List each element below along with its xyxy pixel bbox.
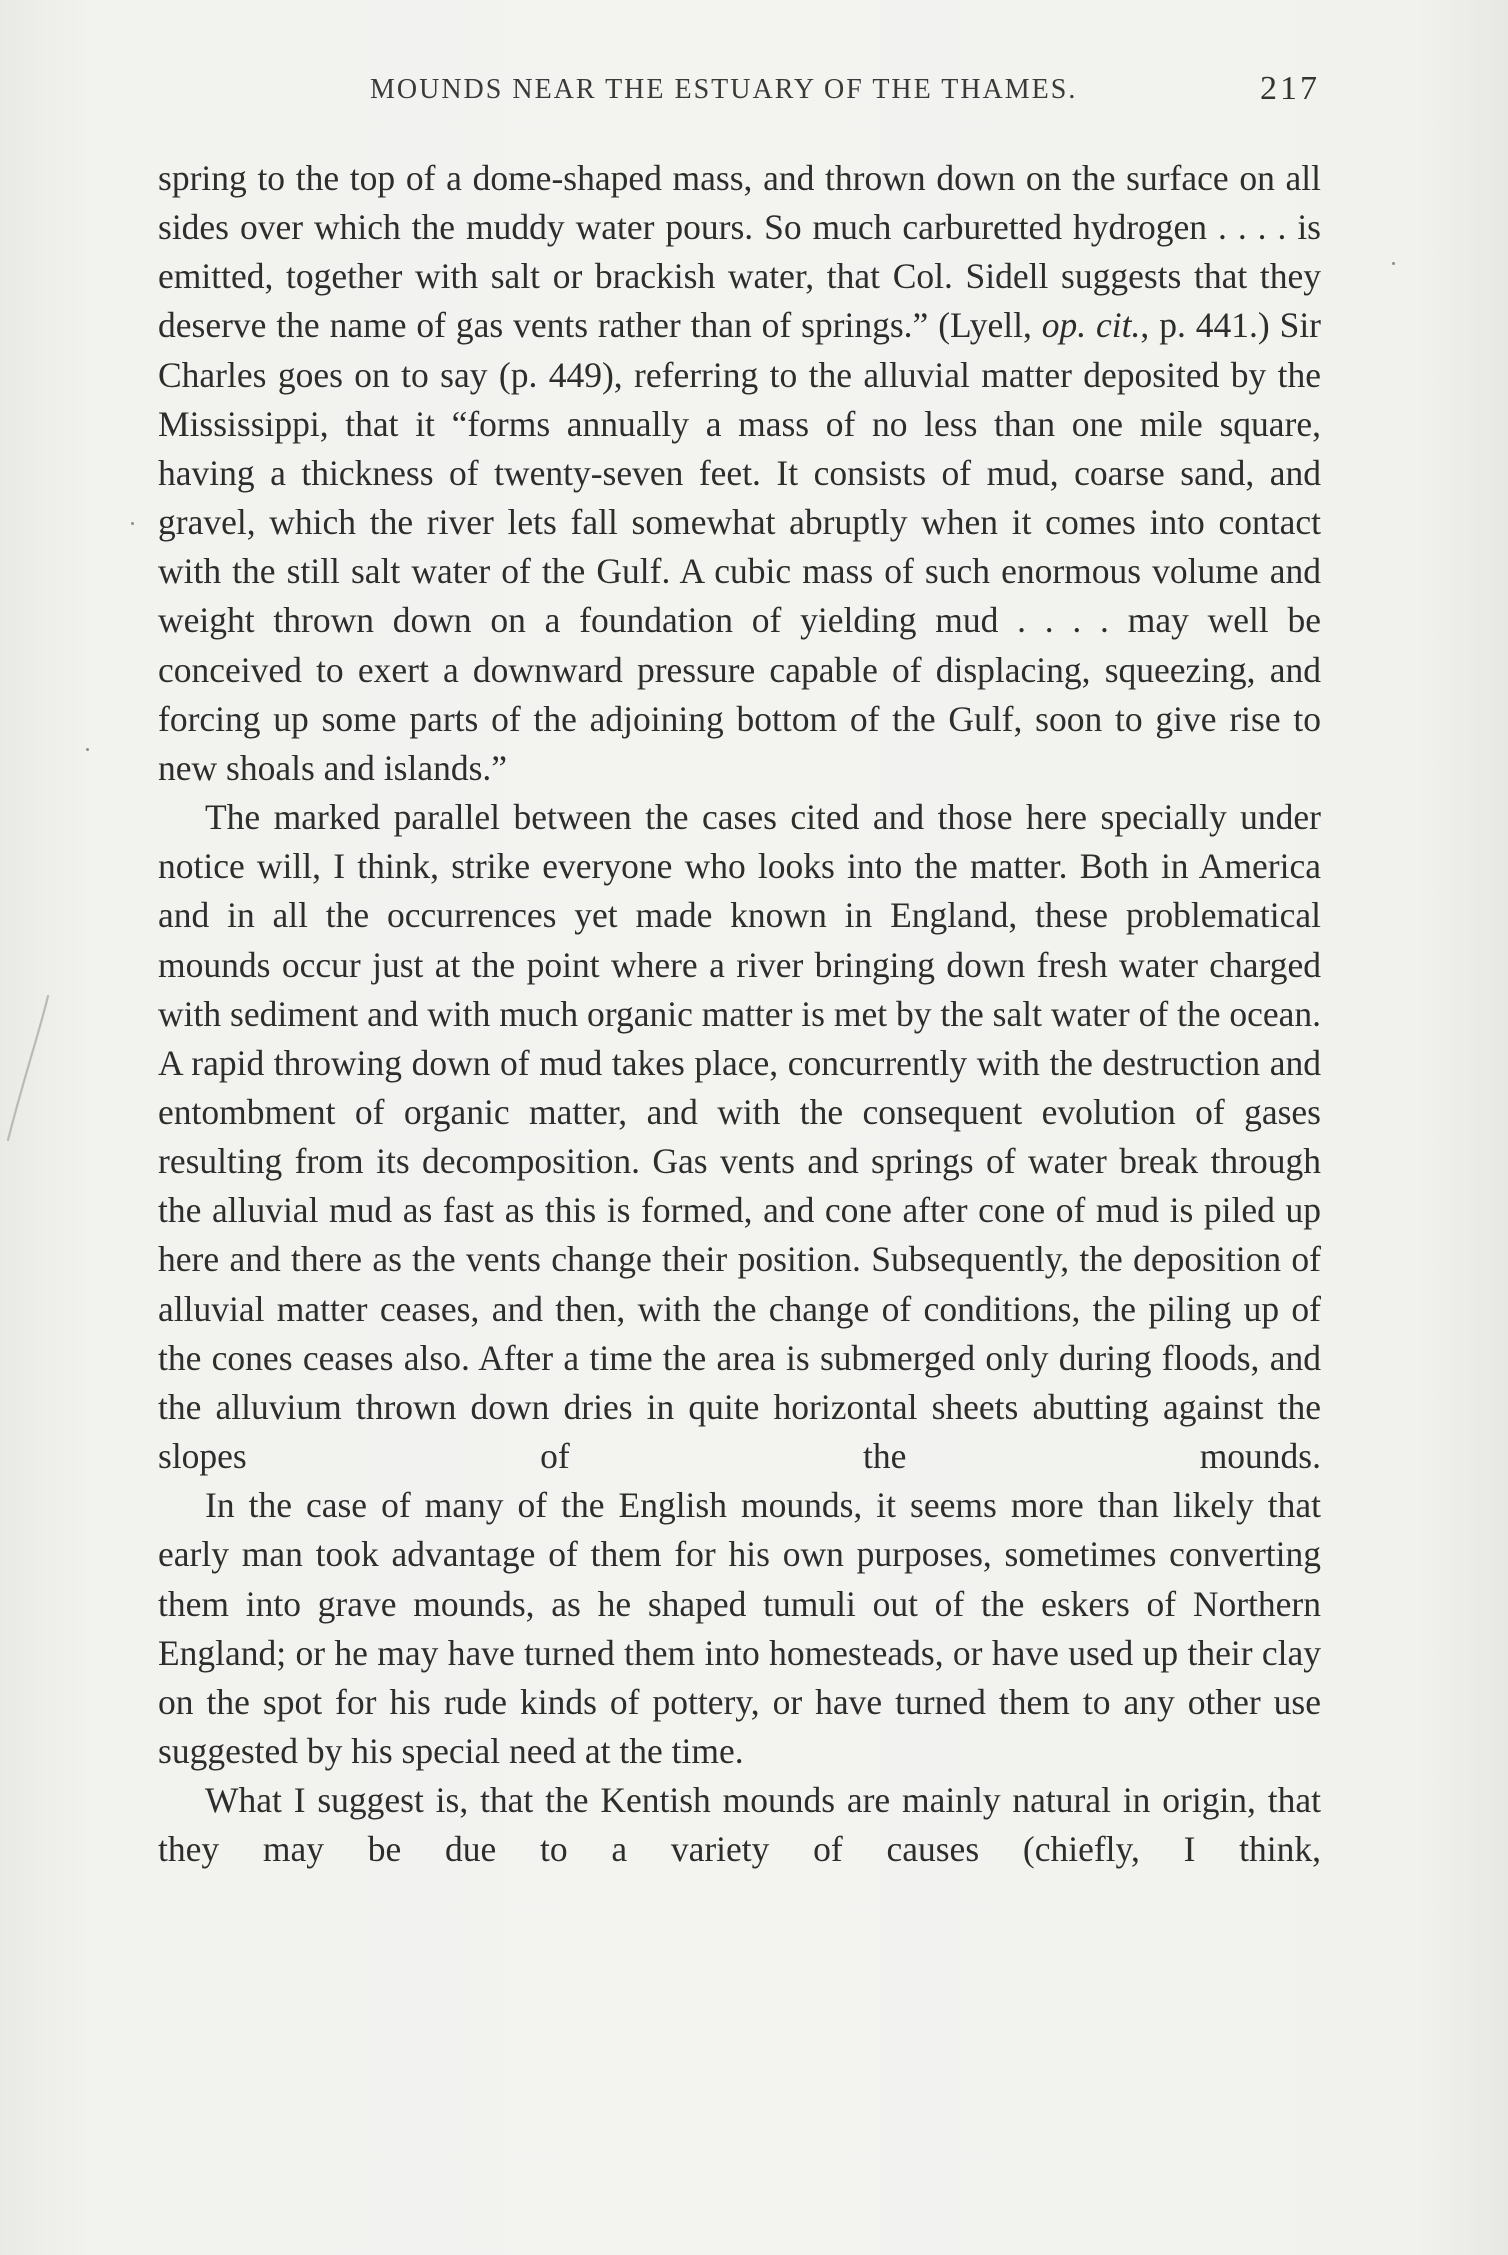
paragraph-4: What I suggest is, that the Kentish mounds are mainly natural in origin, that they may be due to a variety of causes (chiefly, I think, bbox=[158, 1780, 1321, 1870]
running-head bbox=[160, 70, 1320, 120]
paragraph-1-tail: , p. 441.) Sir Charles goes on to say (p. 449), referring to the alluvial matter deposited by the Mississippi, that it “forms annually a mass of no less than one mile square, having a thickness of twenty-seven feet. It consists of mud, coarse sand, and gravel, which the river lets fall somewhat abruptly when it comes into contact with the still salt water of the Gulf. A cubic mass of such enormous volume and weight thrown down on a foundation of yielding mud . . . . may well be conceived to exert a downward pressure capable of displacing, squeezing, and forcing up some parts of the adjoining bottom of the Gulf, soon to give rise to new shoals and islands.” bbox=[158, 305, 1321, 788]
paper-speck bbox=[1392, 262, 1395, 265]
paragraph-1-lead: spring to the top of a dome-shaped mass, and thrown down on the surface on all sides over which the muddy water pours. So much carburetted hydrogen . . . . is emitted, together with salt or brackish water, that Col. Sidell suggests that they deserve the name of gas vents rather than of springs.” (Lyell, bbox=[158, 158, 1321, 346]
paragraph-2: The marked parallel between the cases cited and those here specially under notice will, I think, strike everyone who looks into the matter. Both in America and in all the occurrences yet made known in England, these problematical mounds occur just at the point where a river bringing down fresh water charged with sediment and with much organic matter is met by the salt water of the ocean. A rapid throwing down of mud takes place, concurrently with the destruction and entombment of organic matter, and with the consequent evolution of gases resulting from its decomposition. Gas vents and springs of water break through the alluvial mud as fast as this is formed, and cone after cone of mud is piled up here and there as the vents change their position. Subsequently, the deposition of alluvial matter ceases, and then, with the change of conditions, the piling up of the cones ceases also. After a time the area is submerged only during floods, and the alluvium thrown down dries in quite horizontal sheets abutting against the slopes of the mounds. bbox=[158, 797, 1321, 1477]
paragraph-3: In the case of many of the English mounds, it seems more than likely that early man took advantage of them for his own purposes, sometimes converting them into grave mounds, as he shaped tumuli out of the eskers of Northern England; or he may have turned them into homesteads, or have used up their clay on the spot for his rude kinds of pottery, or have turned them to any other use suggested by his special need at the time. bbox=[158, 1485, 1321, 1771]
running-title: MOUNDS NEAR THE ESTUARY OF THE THAMES. bbox=[370, 74, 1078, 105]
citation-op-cit: op. cit. bbox=[1041, 305, 1141, 346]
page-number: 217 bbox=[1260, 70, 1320, 107]
paragraph-continued bbox=[158, 154, 1321, 793]
body-text bbox=[158, 154, 1321, 1874]
paper-speck bbox=[86, 748, 89, 751]
paper-speck bbox=[131, 522, 134, 525]
pencil-stroke-mark bbox=[0, 990, 60, 1150]
